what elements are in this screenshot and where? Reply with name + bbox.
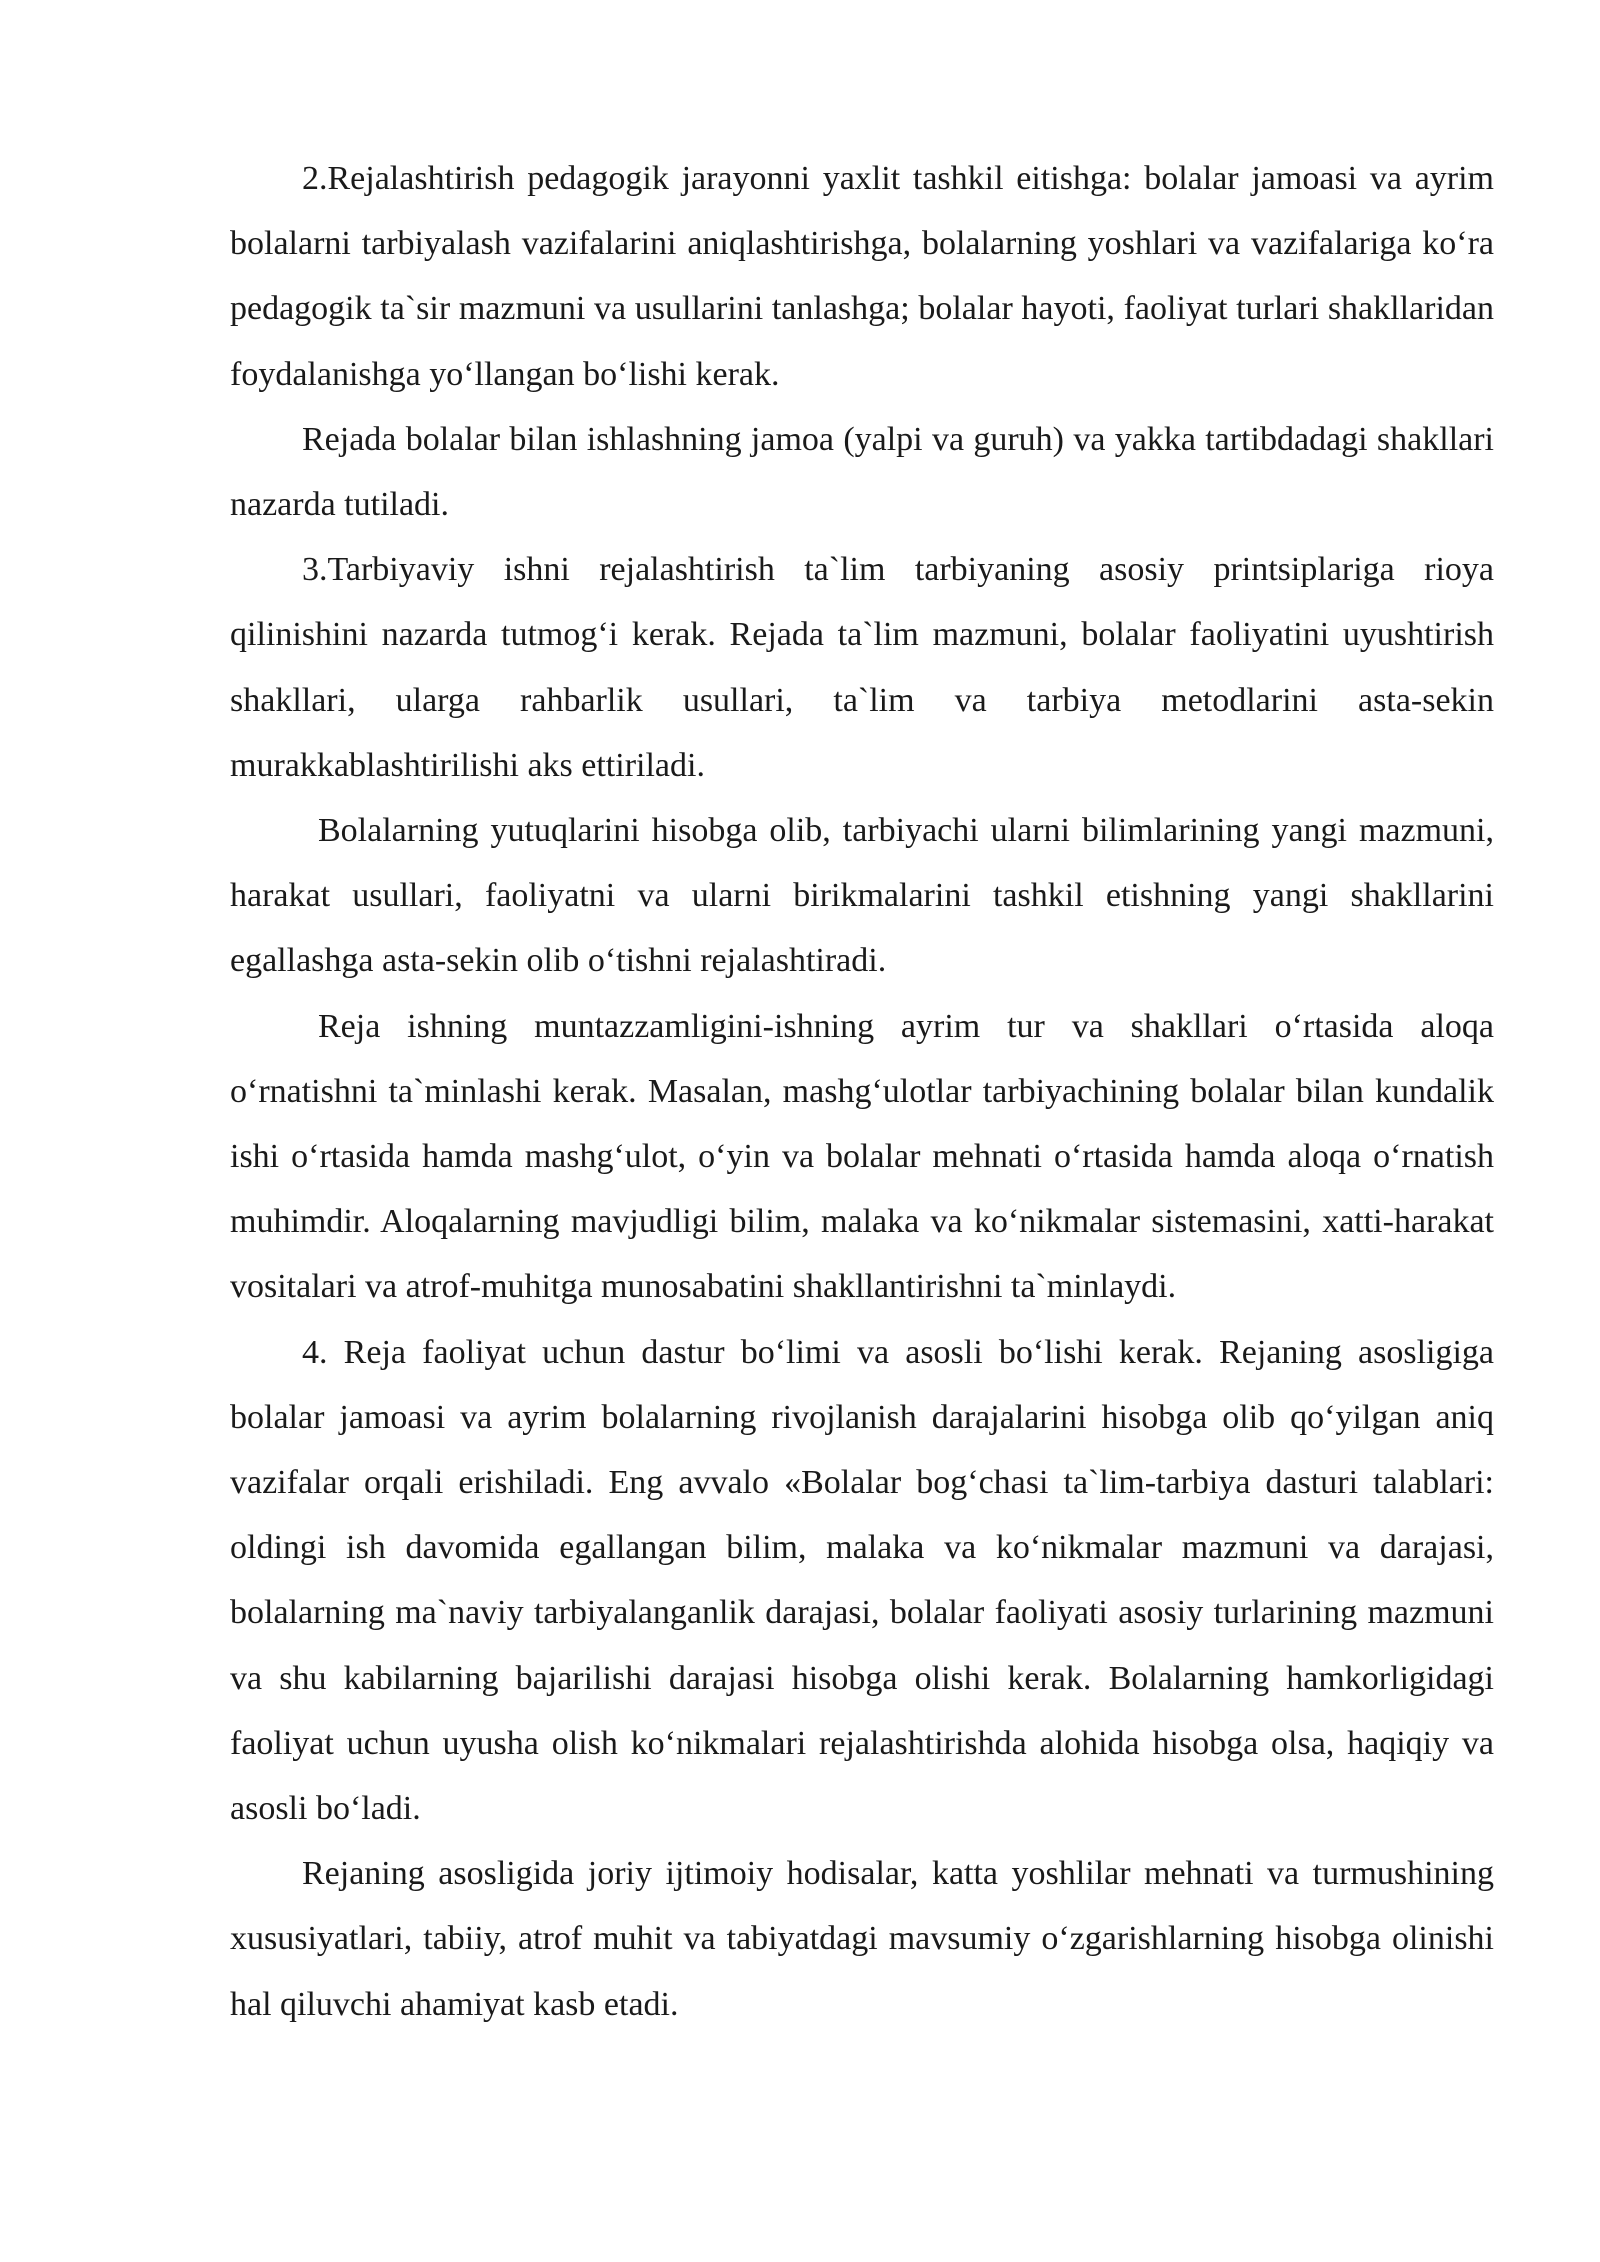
paragraph-achievements: Bolalarning yutuqlarini hisobga olib, tarbiyachi ularni bilimlarining yangi mazmuni, harakat usullari, faoliyatni va ularni birikmalarini tashkil etishning yangi shakllarini egallashga asta-sekin olib o‘tishni rejalashtiradi. [230,812,1494,980]
document-body [230,146,1494,2037]
paragraph-systematic-work: Reja ishning muntazzamligini-ishning ayrim tur va shakllari o‘rtasida aloqa o‘rnatishni ta`minlashi kerak. Masalan, mashg‘ulotlar tarbiyachining bolalar bilan kundalik ishi o‘rtasida hamda mashg‘ulot, o‘yin va bolalar mehnati o‘rtasida hamda aloqa o‘rnatish muhimdir. Aloqalarning mavjudligi bilim, malaka va ko‘nikmalar sistemasini, xatti-harakat vositalari va atrof-muhitga munosabatini shakllantirishni ta`minlaydi. [230,1007,1494,1306]
paragraph-planning-integrity: 2.Rejalashtirish pedagogik jarayonni yaxlit tashkil eitishga: bolalar jamoasi va ayrim bolalarni tarbiyalash vazifalarini aniqlashtirishga, bolalarning yoshlari va vazifalariga ko‘ra pedagogik ta`sir mazmuni va usullarini tanlashga; bolalar hayoti, faoliyat turlari shakllaridan foydalanishga yo‘llangan bo‘lishi kerak. [230,160,1494,393]
paragraph-social-factors: Rejaning asosligida joriy ijtimoiy hodisalar, katta yoshlilar mehnati va turmushining xususiyatlari, tabiiy, atrof muhit va tabiyatdagi mavsumiy o‘zgarishlarning hisobga olinishi hal qiluvchi ahamiyat kasb etadi. [230,1855,1494,2023]
paragraph-program-basis: 4. Reja faoliyat uchun dastur bo‘limi va asosli bo‘lishi kerak. Rejaning asosligiga bolalar jamoasi va ayrim bolalarning rivojlanish darajalarini hisobga olib qo‘yilgan aniq vazifalar orqali erishiladi. Eng avvalo «Bolalar bog‘chasi ta`lim-tarbiya dasturi talablari: oldingi ish davomida egallangan bilim, malaka va ko‘nikmalar mazmuni va darajasi, bolalarning ma`naviy tarbiyalanganlik darajasi, bolalar faoliyati asosiy turlarining mazmuni va shu kabilarning bajarilishi darajasi hisobga olishi kerak. Bolalarning hamkorligidagi faoliyat uchun uyusha olish ko‘nikmalari rejalashtirishda alohida hisobga olsa, haqiqiy va asosli bo‘ladi. [230,1333,1494,1828]
paragraph-work-forms: Rejada bolalar bilan ishlashning jamoa (yalpi va guruh) va yakka tartibdadagi shakllari nazarda tutiladi. [230,420,1494,524]
paragraph-principles: 3.Tarbiyaviy ishni rejalashtirish ta`lim tarbiyaning asosiy printsiplariga rioya qilinishini nazarda tutmog‘i kerak. Rejada ta`lim mazmuni, bolalar faoliyatini uyushtirish shakllari, ularga rahbarlik usullari, ta`lim va tarbiya metodlarini asta-sekin murakkablashtirilishi aks ettiriladi. [230,551,1494,784]
